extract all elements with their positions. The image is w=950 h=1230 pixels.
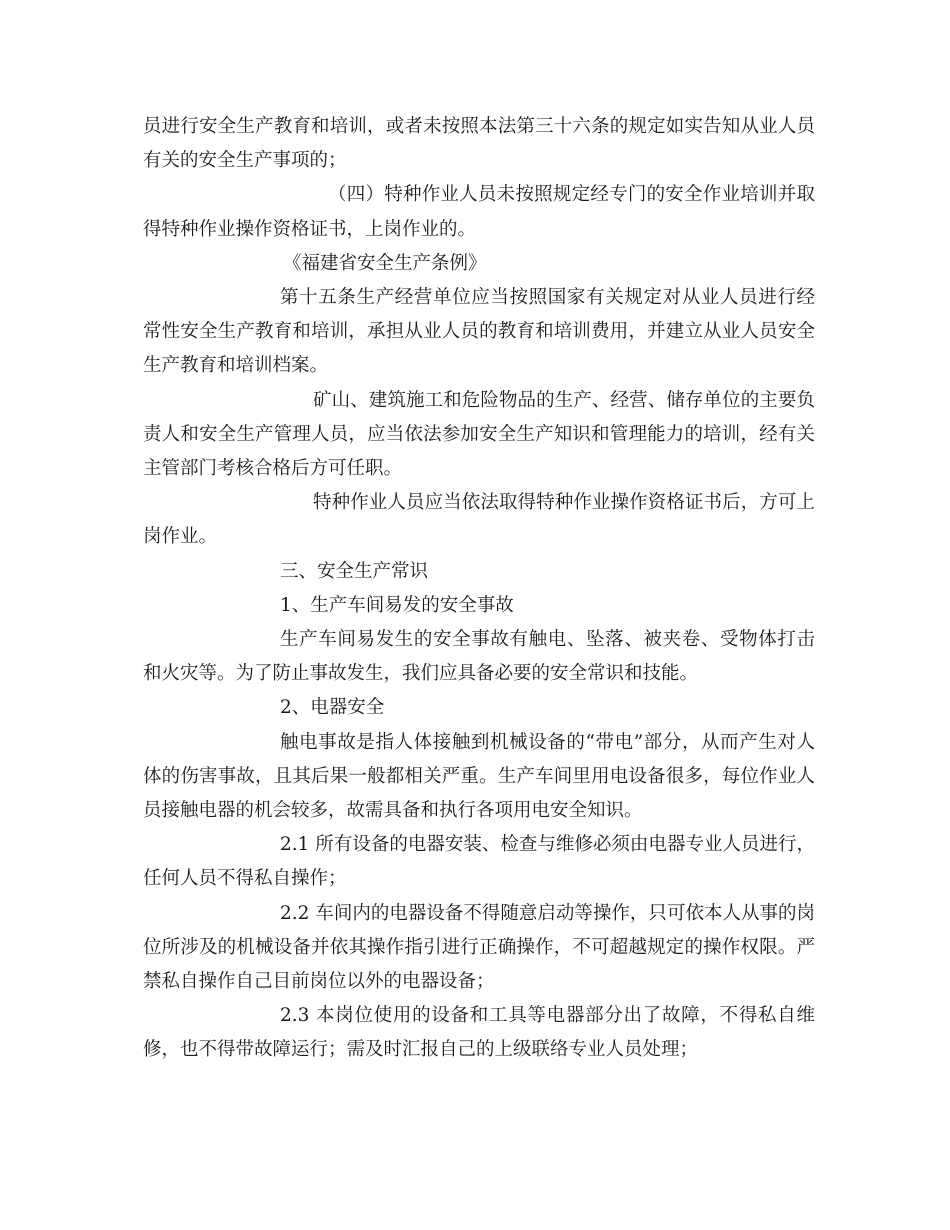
paragraph-rule-2-2: 2.2 车间内的电器设备不得随意启动等操作，只可依本人从事的岗位所涉及的机械设备并依其操作指引进行正确操作，不可超越规定的操作权限。严禁私自操作自己目前岗位以外的电器设备； — [143, 902, 815, 993]
paragraph-article-15: 第十五条生产经营单位应当按照国家有关规定对从业人员进行经常性安全生产教育和培训，承担从业人员的教育和培训费用，并建立从业人员安全生产教育和培训档案。 — [143, 287, 815, 377]
paragraph-electric-shock: 触电事故是指人体接触到机械设备的“带电”部分，从而产生对人体的伤害事故，且其后果一般都相关严重。生产车间里用电设备很多，每位作业人员接触电器的机会较多，故需具备和执行各项用电安全知识。 — [143, 731, 815, 822]
paragraph-rule-2-3: 2.3 本岗位使用的设备和工具等电器部分出了故障，不得私自维修，也不得带故障运行；需及时汇报自己的上级联络专业人员处理； — [143, 1005, 815, 1061]
paragraph-mining-construction: 矿山、建筑施工和危险物品的生产、经营、储存单位的主要负责人和安全生产管理人员，应当依法参加安全生产知识和管理能力的培训，经有关主管部门考核合格后方可任职。 — [143, 389, 815, 480]
subheading-workshop-accidents: 1、生产车间易发的安全事故 — [280, 594, 514, 616]
section-heading-safety-knowledge: 三、安全生产常识 — [280, 560, 429, 582]
paragraph-continuation: 员进行安全生产教育和培训，或者未按照本法第三十六条的规定如实告知从业人员有关的安全生产事项的； — [143, 116, 815, 172]
regulation-title: 《福建省安全生产条例》 — [283, 252, 487, 274]
paragraph-workshop-accidents: 生产车间易发生的安全事故有触电、坠落、被夹卷、受物体打击和火灾等。为了防止事故发生，我们应具备必要的安全常识和技能。 — [143, 629, 815, 685]
document-body — [143, 110, 815, 1068]
paragraph-item-four: （四）特种作业人员未按照规定经专门的安全作业培训并取得特种作业操作资格证书，上岗作业的。 — [143, 184, 815, 240]
paragraph-special-operators: 特种作业人员应当依法取得特种作业操作资格证书后，方可上岗作业。 — [143, 492, 815, 548]
paragraph-rule-2-1: 2.1 所有设备的电器安装、检查与维修必须由电器专业人员进行，任何人员不得私自操作； — [143, 834, 815, 890]
subheading-electrical-safety: 2、电器安全 — [280, 697, 385, 719]
